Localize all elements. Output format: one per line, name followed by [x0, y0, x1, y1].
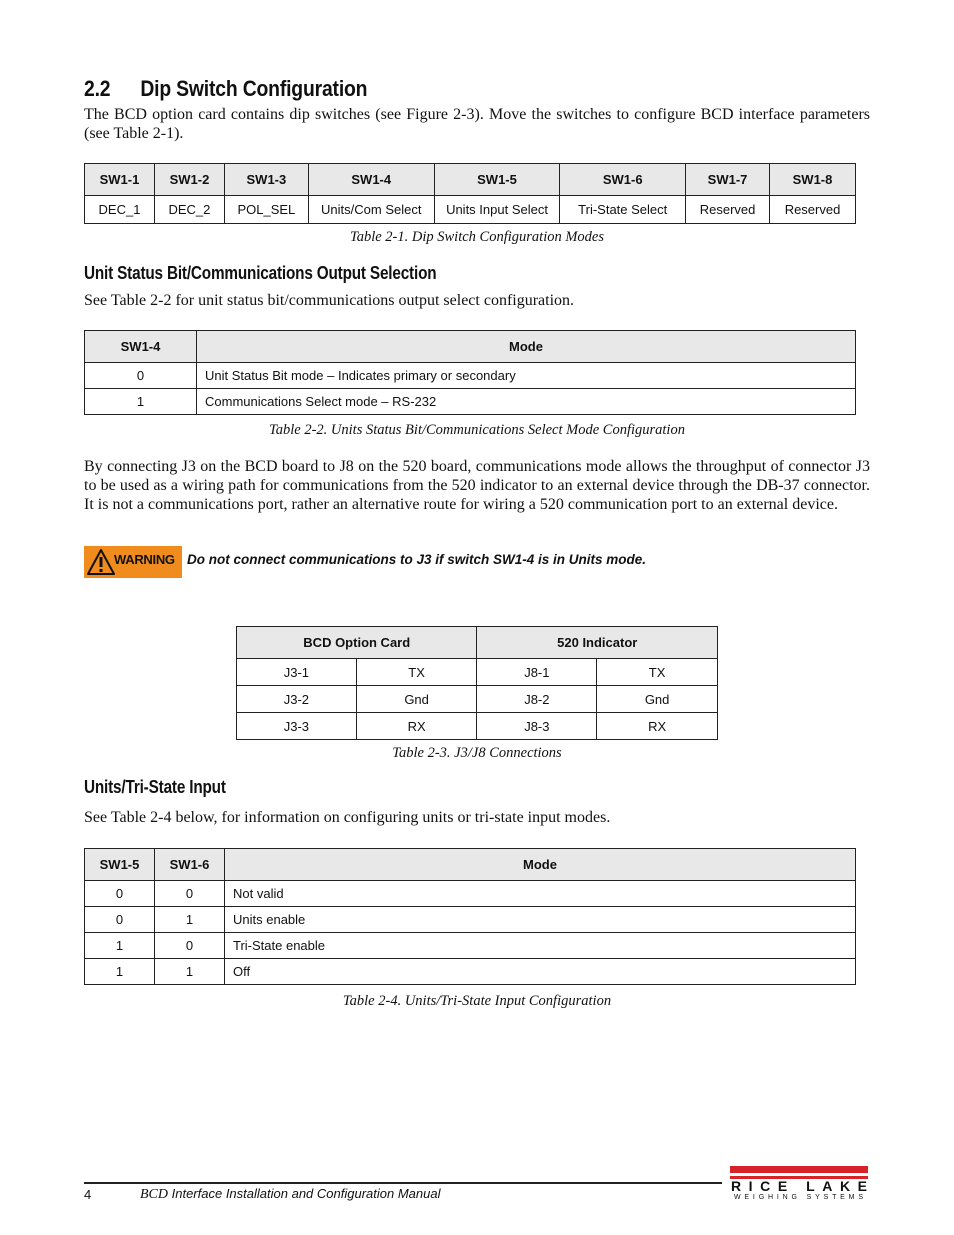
table-cell: J8-2	[477, 686, 597, 713]
table-header-cell: SW1-7	[686, 164, 770, 196]
table-cell: 1	[85, 933, 155, 959]
table-header-cell: SW1-1	[85, 164, 155, 196]
warning-message: Do not connect communications to J3 if switch SW1-4 is in Units mode.	[187, 552, 647, 567]
table-header-cell: SW1-4	[85, 331, 197, 363]
table-cell: RX	[597, 713, 718, 740]
table-cell: Off	[225, 959, 856, 985]
table-header-cell: Mode	[197, 331, 856, 363]
units-tristate-paragraph: See Table 2-4 below, for information on configuring units or tri-state input modes.	[84, 809, 611, 826]
subsection-heading: Unit Status Bit/Communications Output Selection	[84, 263, 437, 283]
intro-paragraph: The BCD option card contains dip switches (see Figure 2-3). Move the switches to configure BCD interface parameters (see Table 2-1).	[84, 106, 870, 142]
warning-triangle-icon	[87, 548, 115, 576]
unit-status-table	[84, 330, 856, 415]
table-header-cell: SW1-6	[560, 164, 686, 196]
table-cell: Units enable	[225, 907, 856, 933]
table-cell: Reserved	[686, 196, 770, 224]
table-cell: J8-3	[477, 713, 597, 740]
table-cell: Gnd	[356, 686, 477, 713]
table-cell: J3-3	[237, 713, 357, 740]
table-row	[85, 907, 856, 933]
table-cell: TX	[356, 659, 477, 686]
table-cell: DEC_2	[154, 196, 224, 224]
table-cell: Units Input Select	[434, 196, 560, 224]
table-row	[85, 389, 856, 415]
table-cell: Unit Status Bit mode – Indicates primary or secondary	[197, 363, 856, 389]
table-header-cell: Mode	[225, 849, 856, 881]
table-cell: Communications Select mode – RS-232	[197, 389, 856, 415]
connections-table	[236, 626, 718, 740]
table-row	[85, 363, 856, 389]
table-cell: Gnd	[597, 686, 718, 713]
page-number: 4	[84, 1187, 92, 1202]
table-row	[237, 713, 718, 740]
logo-bar	[730, 1166, 868, 1173]
table-header-row	[237, 627, 718, 659]
footer-title-rest: Interface Installation and Configuration Manual	[171, 1186, 441, 1201]
table-caption: Table 2-1. Dip Switch Configuration Modes	[349, 229, 605, 245]
dip-switch-table	[84, 163, 856, 224]
table-cell: J3-2	[237, 686, 357, 713]
table-header-cell: SW1-4	[308, 164, 434, 196]
table-cell: 0	[155, 933, 225, 959]
table-header-cell: SW1-5	[85, 849, 155, 881]
table-row	[237, 686, 718, 713]
table-cell: 0	[85, 363, 197, 389]
table-cell: TX	[597, 659, 718, 686]
table-header-cell: SW1-2	[154, 164, 224, 196]
table-cell: 0	[85, 881, 155, 907]
table-cell: 1	[155, 907, 225, 933]
footer-title	[140, 1186, 440, 1203]
table-cell: RX	[356, 713, 477, 740]
connection-paragraph: By connecting J3 on the BCD board to J8 on the 520 board, communications mode allows the throughput of connector J3 to be used as a wiring path for communications from the 520 indicator to an external device through the DB-37 connector. It is not a communications port, rather an alternative route for wiring a 520 communication port to an external device.	[84, 458, 870, 513]
section-number: 2.2	[84, 76, 111, 101]
rice-lake-logo	[730, 1166, 868, 1200]
footer-rule	[84, 1182, 722, 1184]
table-header-cell: 520 Indicator	[477, 627, 718, 659]
table-cell: 1	[85, 959, 155, 985]
table-cell: DEC_1	[85, 196, 155, 224]
table-header-cell: SW1-3	[224, 164, 308, 196]
table-cell: POL_SEL	[224, 196, 308, 224]
table-row	[237, 659, 718, 686]
section-title: Dip Switch Configuration	[140, 76, 368, 101]
subsection-heading: Units/Tri-State Input	[84, 777, 226, 797]
table-caption: Table 2-3. J3/J8 Connections	[392, 745, 562, 761]
table-header-row	[85, 849, 856, 881]
table-header-cell: SW1-8	[770, 164, 856, 196]
section-heading	[84, 76, 367, 102]
units-tristate-table	[84, 848, 856, 985]
table-row	[85, 959, 856, 985]
table-cell: 1	[155, 959, 225, 985]
table-cell: 0	[155, 881, 225, 907]
table-caption: Table 2-2. Units Status Bit/Communications Select Mode Configuration	[269, 422, 685, 438]
table-header-row	[85, 164, 856, 196]
table-header-cell: BCD Option Card	[237, 627, 477, 659]
table-cell: Not valid	[225, 881, 856, 907]
table-row	[85, 933, 856, 959]
table-cell: Reserved	[770, 196, 856, 224]
table-cell: J8-1	[477, 659, 597, 686]
unit-status-paragraph: See Table 2-2 for unit status bit/communications output select configuration.	[84, 292, 575, 309]
table-cell: 0	[85, 907, 155, 933]
table-cell: Units/Com Select	[308, 196, 434, 224]
table-row	[85, 881, 856, 907]
table-cell: J3-1	[237, 659, 357, 686]
table-cell: Tri-State Select	[560, 196, 686, 224]
table-header-cell: SW1-5	[434, 164, 560, 196]
table-caption: Table 2-4. Units/Tri-State Input Configuration	[342, 993, 612, 1009]
logo-subtext: WEIGHING SYSTEMS	[734, 1194, 864, 1200]
logo-text: RICE LAKE	[731, 1178, 867, 1194]
table-row	[85, 196, 856, 224]
table-header-row	[85, 331, 856, 363]
footer-title-bcd: BCD	[140, 1187, 168, 1202]
table-cell: Tri-State enable	[225, 933, 856, 959]
table-header-cell: SW1-6	[155, 849, 225, 881]
table-cell: 1	[85, 389, 197, 415]
warning-label: WARNING	[114, 552, 175, 567]
